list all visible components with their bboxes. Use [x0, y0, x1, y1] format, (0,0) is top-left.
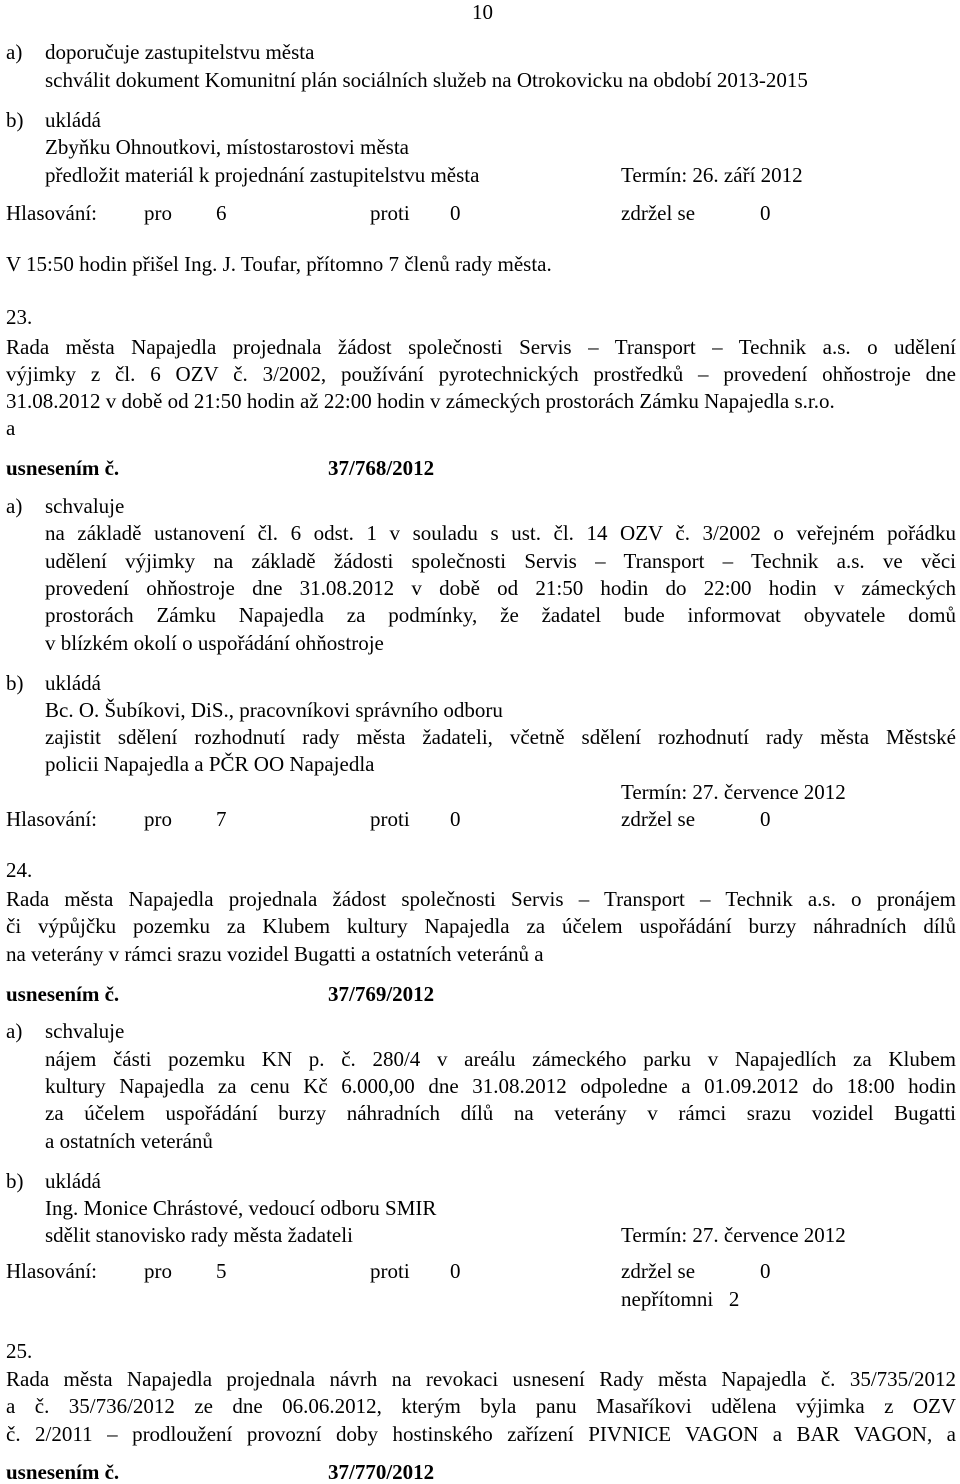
item-25-line: a č. 35/736/2012 ze dne 06.06.2012, kterým byla panu Masaříkovi udělena výjimka z OZV — [6, 1394, 956, 1418]
item-24-line: na veterány v rámci srazu vozidel Bugatti a ostatních veteránů a — [6, 942, 544, 966]
item-23-number: 23. — [6, 305, 33, 329]
item-23-a-line: udělení výjimky na základě žádosti společnosti Servis – Transport – Technik a.s. ve věci — [45, 549, 956, 573]
vote-abstain-label: zdržel se — [621, 807, 696, 831]
item-24-a-line: kultury Napajedla za cenu Kč 6.000,00 dne 31.08.2012 odpoledne a 01.09.2012 do 18:00 hodin — [45, 1074, 956, 1098]
item-25-number: 25. — [6, 1339, 33, 1363]
section-a-marker: a) — [6, 40, 23, 64]
vote-proti-count: 0 — [450, 201, 461, 225]
item-24-b-label: ukládá — [45, 1169, 101, 1193]
section-a-label: doporučuje zastupitelstvu města — [45, 40, 315, 64]
item-23-line: a — [6, 416, 16, 440]
item-24-b-task: sdělit stanovisko rady města žadateli — [45, 1223, 353, 1247]
resolution-number: 37/770/2012 — [328, 1460, 435, 1484]
item-23-b-term: Termín: 27. července 2012 — [621, 780, 846, 804]
item-23-line: výjimky z čl. 6 OZV č. 3/2002, používání pyrotechnických prostředků – provedení ohňostroje dne — [6, 362, 956, 386]
item-25-line: Rada města Napajedla projednala návrh na revokaci usnesení Rady města Napajedla č. 35/735/2012 — [6, 1367, 956, 1391]
section-b-task: předložit materiál k projednání zastupitelstvu města — [45, 163, 480, 187]
resolution-number: 37/768/2012 — [328, 456, 435, 480]
resolution-label: usnesením č. — [6, 1460, 120, 1484]
section-b-label: ukládá — [45, 108, 101, 132]
item-24-a-label: schvaluje — [45, 1019, 125, 1043]
vote-proti-count: 0 — [450, 1259, 461, 1283]
vote-proti-label: proti — [370, 1259, 410, 1283]
vote-pro-count: 5 — [216, 1259, 227, 1283]
item-24-b-person: Ing. Monice Chrástové, vedoucí odboru SMIR — [45, 1196, 437, 1220]
vote-pro-count: 7 — [216, 807, 227, 831]
vote-label: Hlasování: — [6, 1259, 97, 1283]
item-23-a-line: prostorách Zámku Napajedla za podmínky, že žadatel bude informovat obyvatele domů — [45, 603, 956, 627]
section-b-person: Zbyňku Ohnoutkovi, místostarostovi města — [45, 135, 409, 159]
vote-pro-label: pro — [144, 807, 172, 831]
item-23-a-line: provedení ohňostroje dne 31.08.2012 v době od 21:50 hodin do 22:00 hodin v zámeckých — [45, 576, 956, 600]
arrival-note: V 15:50 hodin přišel Ing. J. Toufar, přítomno 7 členů rady města. — [6, 252, 552, 276]
section-a-text: schválit dokument Komunitní plán sociálních služeb na Otrokovicku na období 2013-2015 — [45, 68, 808, 92]
vote-proti-count: 0 — [450, 807, 461, 831]
vote-abstain-label: zdržel se — [621, 1259, 696, 1283]
item-24-a-line: a ostatních veteránů — [45, 1129, 213, 1153]
item-23-a-line: na základě ustanovení čl. 6 odst. 1 v souladu s ust. čl. 14 OZV č. 3/2002 o veřejném pořádku — [45, 521, 956, 545]
section-b-marker: b) — [6, 108, 24, 132]
item-24-line: Rada města Napajedla projednala žádost společnosti Servis – Transport – Technik a.s. o pronájem — [6, 887, 956, 911]
item-23-line: 31.08.2012 v době od 21:50 hodin až 22:00 hodin v zámeckých prostorách Zámku Napajedla s.r.o. — [6, 389, 835, 413]
item-24-a-marker: a) — [6, 1019, 23, 1043]
item-23-line: Rada města Napajedla projednala žádost společnosti Servis – Transport – Technik a.s. o udělení — [6, 335, 956, 359]
item-24-a-line: nájem části pozemku KN p. č. 280/4 v areálu zámeckého parku v Napajedlích za Klubem — [45, 1047, 956, 1071]
item-23-b-line: zajistit sdělení rozhodnutí rady města žadateli, včetně sdělení rozhodnutí rady města Městské — [45, 725, 956, 749]
vote-proti-label: proti — [370, 201, 410, 225]
resolution-label: usnesením č. — [6, 982, 120, 1006]
vote-abstain-label: zdržel se — [621, 201, 696, 225]
item-23-a-marker: a) — [6, 494, 23, 518]
vote-abstain-count: 0 — [760, 1259, 771, 1283]
item-25-line: č. 2/2011 – prodloužení provozní doby hostinského zařízení PIVNICE VAGON a BAR VAGON, a — [6, 1422, 956, 1446]
item-23-b-line: policii Napajedla a PČR OO Napajedla — [45, 752, 375, 776]
resolution-number: 37/769/2012 — [328, 982, 435, 1006]
section-b-term: Termín: 26. září 2012 — [621, 163, 803, 187]
item-24-a-line: za účelem uspořádání burzy náhradních dílů na veterány v rámci srazu vozidel Bugatti — [45, 1101, 956, 1125]
vote-abstain-count: 0 — [760, 807, 771, 831]
vote-proti-label: proti — [370, 807, 410, 831]
item-23-b-marker: b) — [6, 671, 24, 695]
resolution-label: usnesením č. — [6, 456, 120, 480]
page-number: 10 — [472, 0, 493, 24]
vote-abstain-count: 0 — [760, 201, 771, 225]
item-24-number: 24. — [6, 858, 33, 882]
vote-pro-label: pro — [144, 201, 172, 225]
item-23-a-line: v blízkém okolí o uspořádání ohňostroje — [45, 631, 384, 655]
item-24-b-marker: b) — [6, 1169, 24, 1193]
vote-label: Hlasování: — [6, 807, 97, 831]
item-23-b-person: Bc. O. Šubíkovi, DiS., pracovníkovi správního odboru — [45, 698, 503, 722]
vote-pro-label: pro — [144, 1259, 172, 1283]
item-24-line: či výpůjčku pozemku za Klubem kultury Napajedla za účelem uspořádání burzy náhradních dílů — [6, 914, 956, 938]
vote-pro-count: 6 — [216, 201, 227, 225]
item-23-a-label: schvaluje — [45, 494, 125, 518]
item-24-b-term: Termín: 27. července 2012 — [621, 1223, 846, 1247]
absent-count: nepřítomni 2 — [621, 1287, 740, 1311]
item-23-b-label: ukládá — [45, 671, 101, 695]
vote-label: Hlasování: — [6, 201, 97, 225]
